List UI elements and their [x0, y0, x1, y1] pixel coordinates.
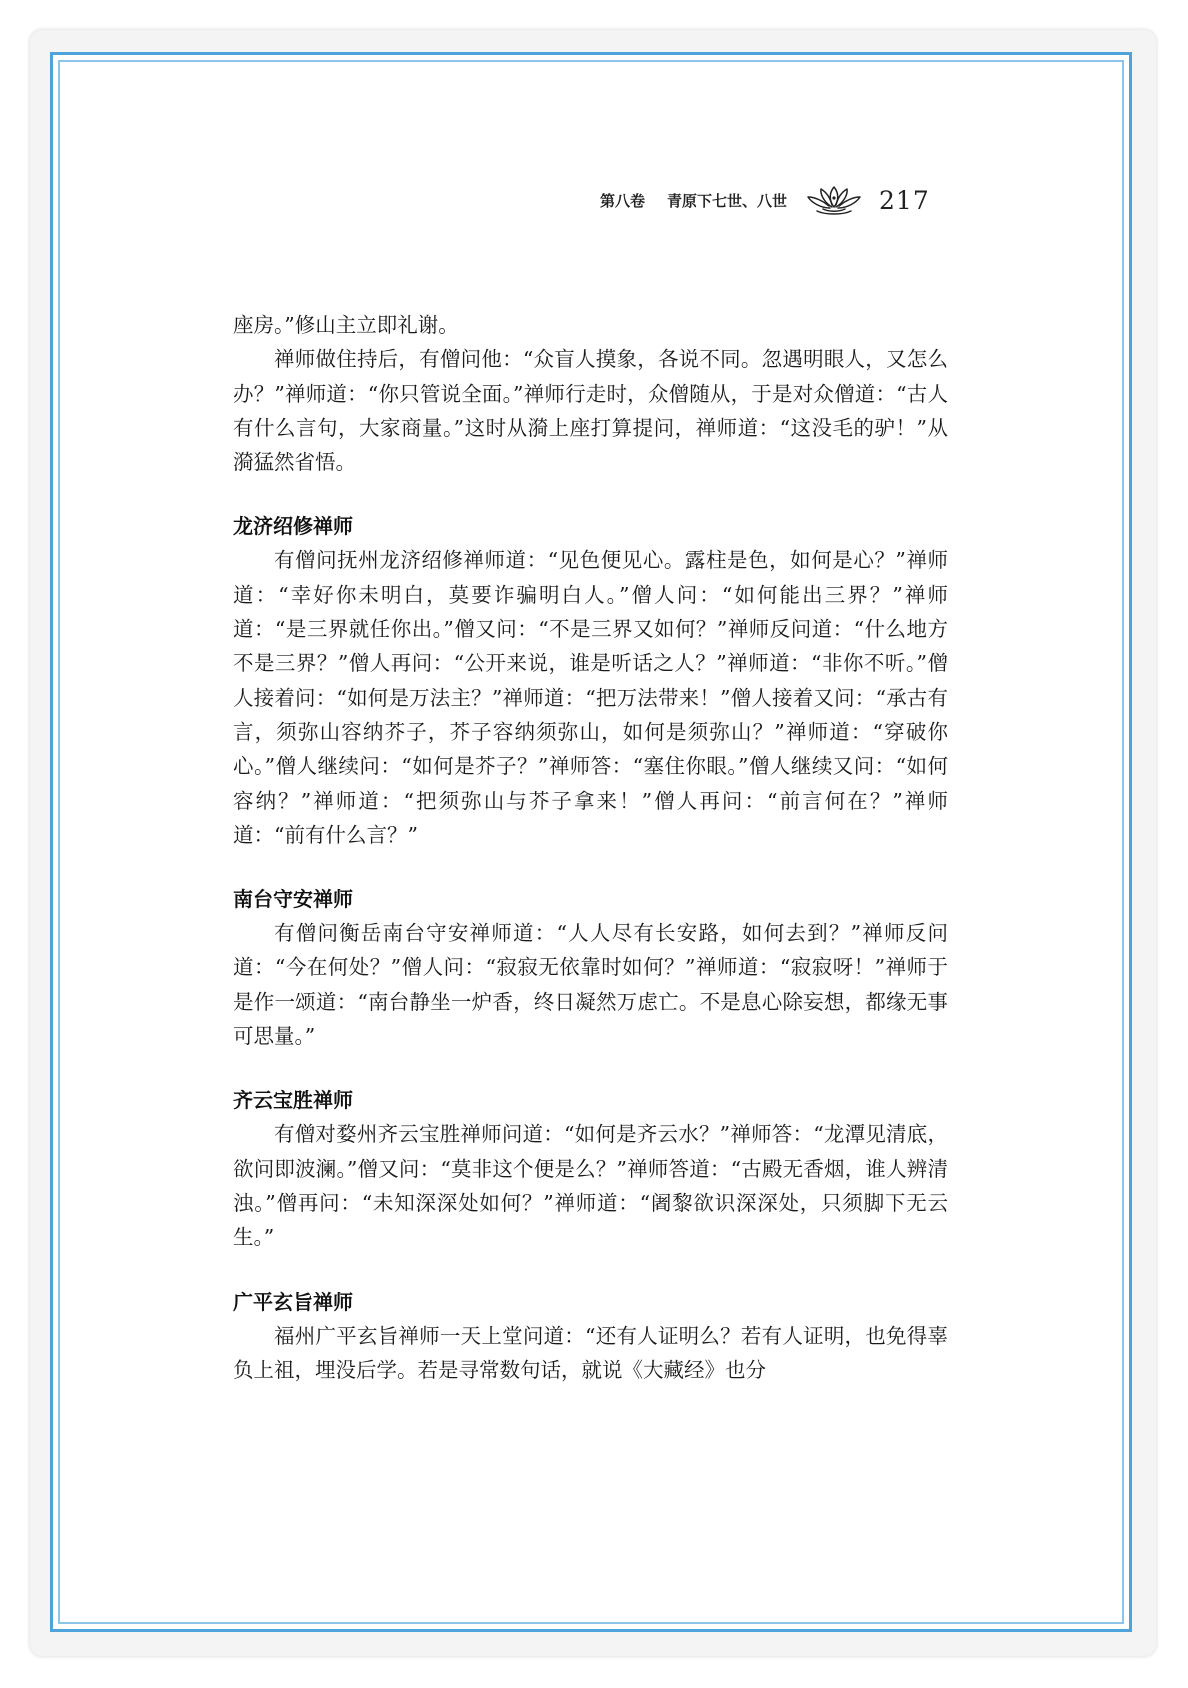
intro-paragraph-2: 禅师做住持后，有僧问他：“众盲人摸象，各说不同。忽遇明眼人，又怎么办？”禅师道：“你只管说全面。”禅师行走时，众僧随从，于是对众僧道：“古人有什么言句，大家商量。”这时从漪上座打算提问，禅师道：“这没毛的驴！”从漪猛然省悟。: [233, 347, 948, 475]
running-header: [600, 180, 930, 220]
header-title: 青原下七世、八世: [667, 191, 788, 210]
section-text-longji: 有僧问抚州龙济绍修禅师道：“见色便见心。露柱是色，如何是心？”禅师道：“幸好你未明白，莫要诈骗明白人。”僧人问：“如何能出三界？”禅师道：“是三界就任你出。”僧又问：“不是三界又如何？”禅师反问道：“什么地方不是三界？”僧人再问：“公开来说，谁是听话之人？”禅师道：“非你不听。”僧人接着问：“如何是万法主？”禅师道：“把万法带来！”僧人接着又问：“承古有言，须弥山容纳芥子，芥子容纳须弥山，如何是须弥山？”禅师道：“穿破你心。”僧人继续问：“如何是芥子？”禅师答：“塞住你眼。”僧人继续又问：“如何容纳？”禅师道：“把须弥山与芥子拿来！”僧人再问：“前言何在？”禅师道：“前有什么言？”: [233, 548, 948, 847]
section-title-nantai: 南台守安禅师: [233, 887, 353, 912]
page-body: [233, 308, 948, 1387]
intro-paragraph-1: 座房。”修山主立即礼谢。: [233, 313, 459, 337]
section-title-qiyun: 齐云宝胜禅师: [233, 1088, 353, 1113]
section-title-guangping: 广平玄旨禅师: [233, 1289, 353, 1314]
section-title-longji: 龙济绍修禅师: [233, 514, 353, 539]
section-text-guangping: 福州广平玄旨禅师一天上堂问道：“还有人证明么？若有人证明，也免得辜负上祖，埋没后学。若是寻常数句话，就说《大藏经》也分: [233, 1323, 948, 1382]
header-volume: 第八卷: [600, 191, 646, 210]
section-text-qiyun: 有僧对婺州齐云宝胜禅师问道：“如何是齐云水？”禅师答：“龙潭见清底，欲问即波澜。”僧又问：“莫非这个便是么？”禅师答道：“古殿无香烟，谁人辨清浊。”僧再问：“未知深深处如何？”禅师道：“阇黎欲识深深处，只须脚下无云生。”: [233, 1122, 948, 1250]
section-gap: [233, 1255, 948, 1285]
section-gap: [233, 852, 948, 882]
section-gap: [233, 479, 948, 509]
section-gap: [233, 1053, 948, 1083]
lotus-icon: [803, 183, 865, 217]
page-number: 217: [879, 185, 930, 215]
section-text-nantai: 有僧问衡岳南台守安禅师道：“人人尽有长安路，如何去到？”禅师反问道：“今在何处？”僧人问：“寂寂无依靠时如何？”禅师道：“寂寂呀！”禅师于是作一颂道：“南台静坐一炉香，终日凝然万虑亡。不是息心除妄想，都缘无事可思量。”: [233, 921, 948, 1049]
